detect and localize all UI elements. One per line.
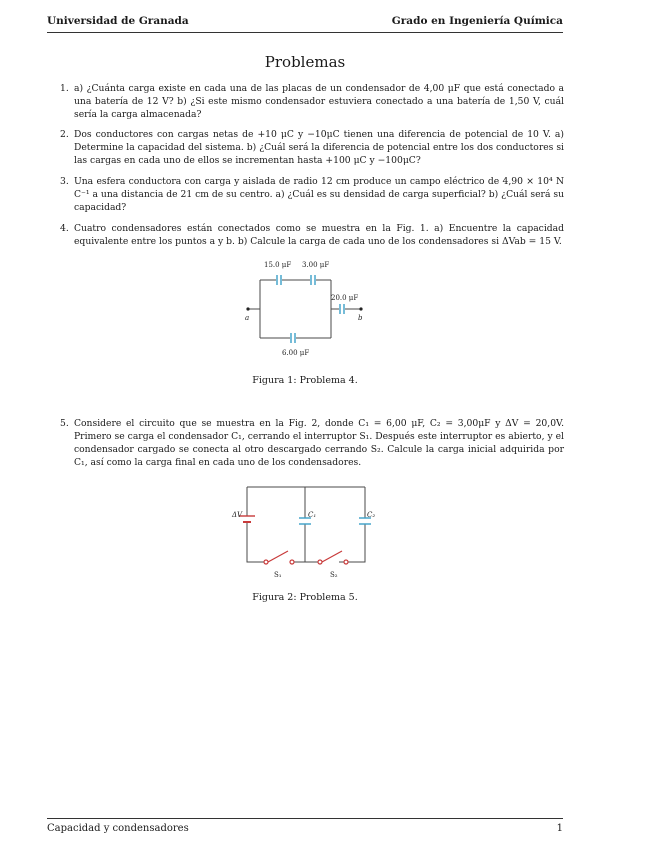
figure-1-caption: Figura 1: Problema 4. <box>252 375 358 386</box>
label-c3: 20.0 μF <box>331 294 359 302</box>
problem-text: a) ¿Cuánta carga existe en cada una de las placas de un condensador de 4,00 μF que está conectado a una batería de 12 V? b) ¿Si este mismo condensador estuviera conectado a una batería de 1,50 V, cuál sería la carga almacenada? <box>74 83 564 120</box>
problem-number: 4. <box>60 223 69 234</box>
page-header <box>47 12 563 33</box>
figure-1-circuit <box>238 258 368 363</box>
label-b: b <box>358 314 363 322</box>
label-c1: C₁ <box>308 511 317 519</box>
label-c2: C₂ <box>367 511 376 519</box>
page-footer <box>47 818 563 834</box>
problem-text: Considere el circuito que se muestra en la Fig. 2, donde C₁ = 6,00 μF, C₂ = 3,00μF y ΔV = 20,0V. Primero se carga el condensador C₁, cerrando el interruptor S₁. Después este interruptor es abierto, y el condensador cargado se conecta al otro descargado cerrando S₂. Calcule la carga inicial adquirida por C₁, así como la carga final en cada uno de los condensadores. <box>74 418 564 468</box>
figure-2-caption: Figura 2: Problema 5. <box>252 592 358 603</box>
problem-5 <box>60 417 564 469</box>
page-number: 1 <box>556 823 563 834</box>
problem-number: 1. <box>60 83 69 94</box>
switch-s1 <box>268 551 288 562</box>
label-s2: S₂ <box>330 571 338 579</box>
label-c2: 3.00 μF <box>302 261 330 269</box>
header-university: Universidad de Granada <box>47 15 189 27</box>
footer-title: Capacidad y condensadores <box>47 823 189 834</box>
problem-4 <box>60 222 564 248</box>
label-s1: S₁ <box>274 571 282 579</box>
label-a: a <box>245 314 250 322</box>
page-title: Problemas <box>264 53 346 71</box>
problem-text: Dos conductores con cargas netas de +10 μC y −10μC tienen una diferencia de potencial de 10 V. a) Determine la capacidad del sistema. b) ¿Cuál será la diferencia de potencial entre los dos conductores si las cargas en cada uno de ellos se incrementan hasta +100 μC y −100μC? <box>74 129 564 166</box>
problem-number: 2. <box>60 129 69 140</box>
problem-number: 3. <box>60 176 69 187</box>
switch-s2 <box>322 551 342 562</box>
label-dv: ΔV <box>232 511 243 519</box>
problem-3 <box>60 175 564 214</box>
label-c4: 6.00 μF <box>282 349 310 357</box>
header-degree: Grado en Ingeniería Química <box>391 15 563 27</box>
terminal-b <box>359 307 362 310</box>
figure-2-circuit <box>226 480 386 585</box>
problem-1 <box>60 82 564 121</box>
label-c1: 15.0 μF <box>264 261 292 269</box>
problem-number: 5. <box>60 418 69 429</box>
terminal-a <box>246 307 249 310</box>
problem-2 <box>60 128 564 167</box>
problem-text: Cuatro condensadores están conectados como se muestra en la Fig. 1. a) Encuentre la capacidad equivalente entre los puntos a y b. b) Calcule la carga de cada uno de los condensadores si ΔVab = 15 V. <box>74 223 564 247</box>
problem-text: Una esfera conductora con carga y aislada de radio 12 cm produce un campo eléctrico de 4,90 × 10⁴ N C⁻¹ a una distancia de 21 cm de su centro. a) ¿Cuál es su densidad de carga superficial? b) ¿Cuál será su capacidad? <box>74 176 564 213</box>
